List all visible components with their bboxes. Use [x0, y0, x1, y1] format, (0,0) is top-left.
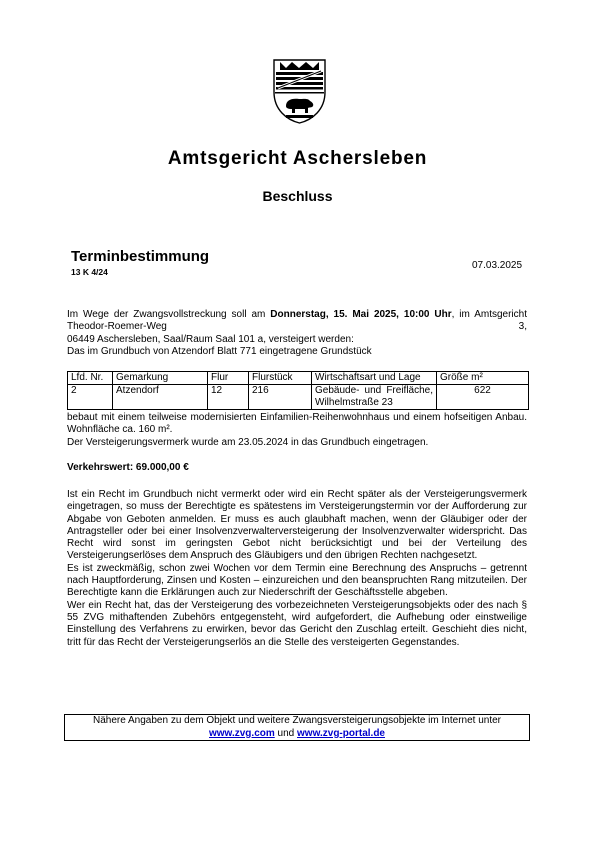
description-block — [67, 412, 527, 449]
zvg-portal-link[interactable]: www.zvg-portal.de — [297, 727, 385, 739]
footer-und: und — [274, 727, 298, 739]
legal-paragraph-3: Wer ein Recht hat, das der Versteigerung des vorbezeichneten Versteigerungsobjekts oder des nach § 55 ZVG mithaftenden Zubehörs entgegensteht, wird aufgefordert, die Aufhebung oder einstweilige Einstellung des Verfahrens zu erwirken, bevor das Gericht den Zuschlag erteilt. Geschieht dies nicht, tritt für das Recht der Versteigerungserlös an die Stelle des versteigerten Gegenstandes. — [67, 599, 527, 648]
footer-text: Nähere Angaben zu dem Objekt und weitere Zwangsversteigerungsobjekte im Internet unter — [92, 715, 501, 726]
case-number: 13 K 4/24 — [71, 267, 108, 277]
auction-date: Donnerstag, 15. Mai 2025, 10:00 Uhr — [270, 309, 452, 320]
header-flurstueck: Flurstück — [249, 372, 312, 385]
header-gemarkung: Gemarkung — [113, 372, 208, 385]
intro-text — [67, 309, 527, 358]
table-header-row — [68, 372, 529, 385]
court-name: Amtsgericht Aschersleben — [167, 148, 428, 169]
property-table — [67, 371, 529, 410]
document-date: 07.03.2025 — [472, 260, 523, 271]
legal-paragraph-1: Ist ein Recht im Grundbuch nicht vermerkt oder wird ein Recht später als der Versteigerungsvermerk eingetragen, so muss der Berechtigte es spätestens im Versteigerungstermin vor der Aufforderung zur Abgabe von Geboten anmelden. Er muss es auch glaubhaft machen, wenn der Gläubiger oder der Antragsteller oder bei einer Insolvenzverwalterversteigerung der Insolvenzverwalter widerspricht. Das Recht wird sonst im geringsten Gebot nicht berücksichtigt und bei der Verteilung des Versteigerungserlöses dem Anspruch des Gläubigers und den übrigen Rechten nachgesetzt. — [67, 489, 527, 562]
intro-post: , im Amtsgericht Theodor-Roemer-Weg 3, — [67, 309, 527, 333]
property-description: bebaut mit einem teilweise modernisierten Einfamilien-Reihenwohnhaus und einem hofseitigen Anbau. Wohnfläche ca. 160 m². — [67, 412, 527, 436]
intro-line2: 06449 Aschersleben, Saal/Raum Saal 101 a, versteigert werden: — [67, 333, 354, 345]
intro-line3: Das im Grundbuch von Atzendorf Blatt 771 eingetragene Grundstück — [67, 345, 372, 357]
cell-groesse: 622 — [437, 385, 529, 410]
header-groesse: Größe m² — [437, 372, 529, 385]
vermerk-text: Der Versteigerungsvermerk wurde am 23.05.2024 in das Grundbuch eingetragen. — [67, 436, 429, 448]
cell-wirtschaftsart: Gebäude- und Freifläche, Wilhelmstraße 23 — [312, 385, 437, 410]
legal-paragraph-2: Es ist zweckmäßig, schon zwei Wochen vor dem Termin eine Berechnung des Anspruchs – getrennt nach Hauptforderung, Zinsen und Kosten – einzureichen und den beanspruchten Rang mitzuteilen. Der Berechtigte kann die Erklärungen auch zur Niederschrift der Geschäftsstelle abgeben. — [67, 562, 527, 599]
cell-gemarkung: Atzendorf — [113, 385, 208, 410]
legal-notice — [67, 489, 527, 649]
cell-flurstueck: 216 — [249, 385, 312, 410]
coat-of-arms-icon — [272, 58, 327, 124]
table-row — [68, 385, 529, 410]
cell-flur: 12 — [208, 385, 249, 410]
intro-pre: Im Wege der Zwangsvollstreckung soll am — [67, 309, 271, 320]
cell-lfd-nr: 2 — [68, 385, 113, 410]
header-flur: Flur — [208, 372, 249, 385]
market-value: Verkehrswert: 69.000,00 € — [67, 462, 189, 473]
footer-info-box — [64, 714, 530, 741]
heading: Terminbestimmung — [71, 248, 210, 265]
header-lfd-nr: Lfd. Nr. — [68, 372, 113, 385]
zvg-com-link[interactable]: www.zvg.com — [209, 727, 275, 739]
header-wirtschaftsart: Wirtschaftsart und Lage — [312, 372, 437, 385]
document-type: Beschluss — [262, 188, 333, 204]
